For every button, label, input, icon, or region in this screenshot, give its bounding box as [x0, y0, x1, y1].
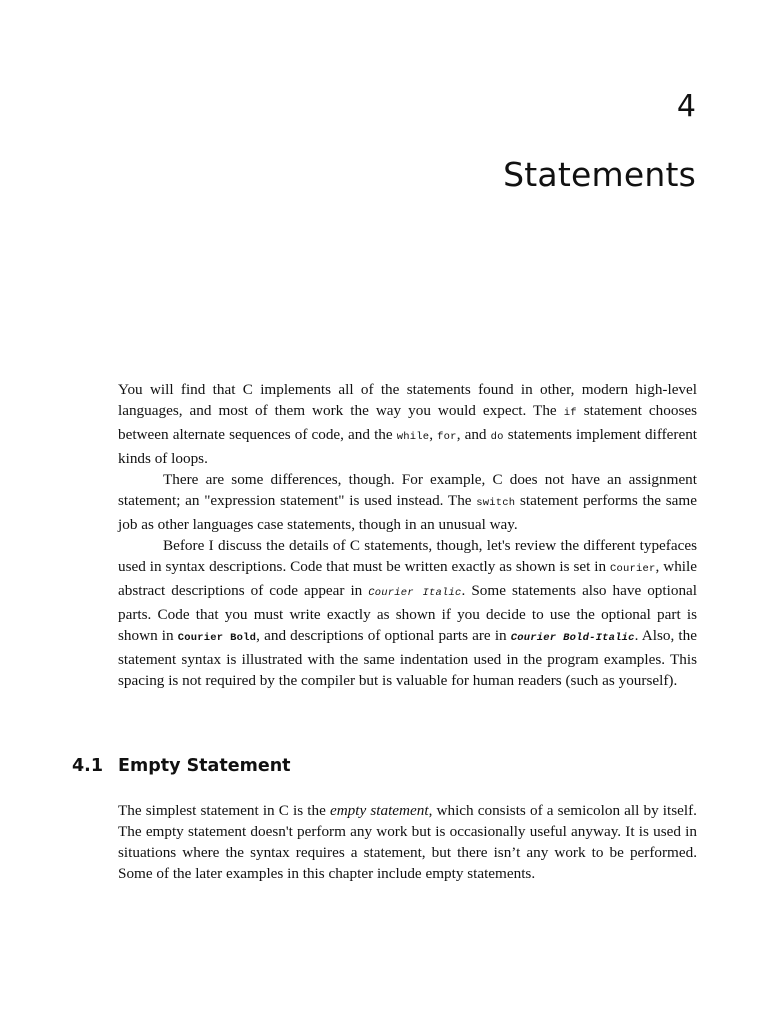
section-paragraph-1	[118, 800, 697, 884]
text-run: , and descriptions of optional parts are in	[256, 627, 511, 644]
code-courier: Courier	[610, 563, 656, 575]
text-run: . Also, the statement syntax is illustrated with the same indentation used in the program examples. This spacing is not required by the compiler but is valuable for human readers (such as yourself).	[118, 627, 697, 689]
text-run: . Some statements also have optional parts. Code that you must write exactly as shown if you decide to use the optional part is shown in	[118, 582, 697, 644]
chapter-title: Statements	[503, 155, 696, 194]
text-run: The simplest statement in C is the	[118, 802, 330, 819]
text-run: You will find that C implements all of the statements found in other, modern high-level languages, and most of them work the way you would expect. The	[118, 381, 697, 419]
intro-paragraph-2	[118, 469, 697, 535]
text-run: statements implement different kinds of loops.	[118, 426, 698, 467]
text-run: ,	[429, 426, 438, 443]
section-body	[118, 800, 697, 884]
section-title: Empty Statement	[118, 756, 291, 776]
code-courier-bold-italic: Courier Bold-Italic	[510, 632, 635, 644]
intro-paragraph-3	[118, 535, 697, 691]
emphasis-term: empty statement	[329, 802, 429, 819]
code-courier-italic: Courier Italic	[368, 587, 462, 599]
code-courier-bold: Courier Bold	[177, 632, 257, 644]
code-do: do	[490, 431, 504, 443]
text-run: Before I discuss the details of C statements, though, let's review the different typefaces used in syntax descriptions. Code that must be written exactly as shown is set in	[118, 537, 697, 575]
text-run: statement performs the same job as other languages case statements, though in an unusual way.	[118, 492, 697, 533]
text-run: , while abstract descriptions of code appear in	[118, 558, 697, 599]
chapter-number: 4	[676, 89, 696, 124]
text-run: , and	[456, 426, 491, 443]
code-switch: switch	[476, 497, 516, 509]
text-run: statement chooses between alternate sequences of code, and the	[118, 402, 697, 443]
intro-paragraph-1	[118, 379, 697, 469]
section-heading	[72, 754, 291, 778]
code-for: for	[437, 431, 457, 443]
section-number: 4.1	[72, 756, 104, 776]
chapter-intro	[118, 379, 697, 691]
text-run: There are some differences, though. For example, C does not have an assignment statement; an "expression statement" is used instead. The	[118, 471, 697, 509]
text-run: , which consists of a semicolon all by itself. The empty statement doesn't perform any work but is occasionally useful anyway. It is used in situations where the syntax requires a statement, but there isn’t any work to be performed. Some of the later examples in this chapter include empty statements.	[118, 802, 697, 882]
code-if: if	[563, 407, 577, 419]
code-while: while	[396, 431, 430, 443]
